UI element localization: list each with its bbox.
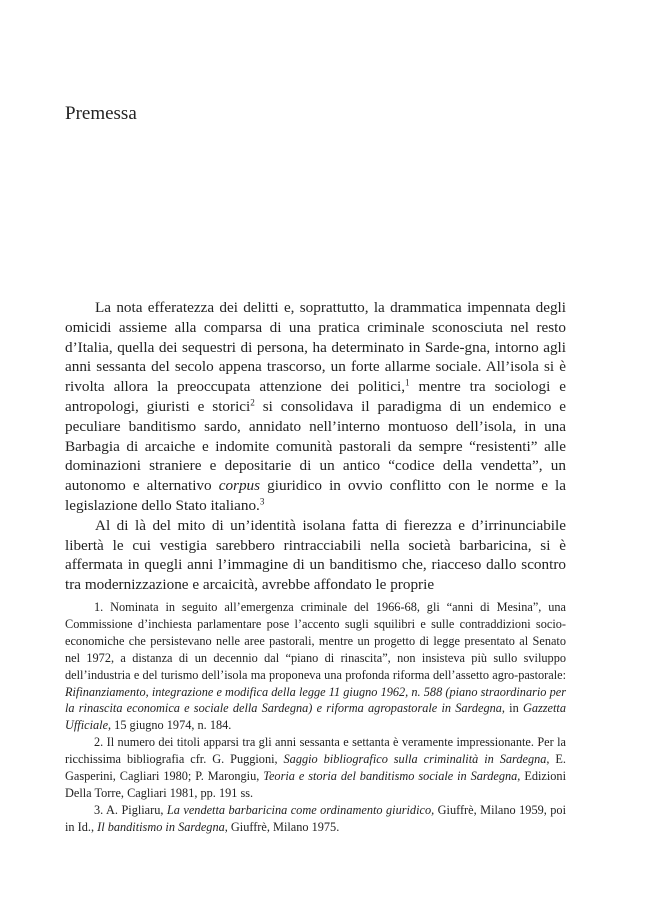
text-run: giuridico in ovvio conflitto con le norme e la legislazione dello Stato italiano.	[65, 477, 566, 514]
text-run: La nota efferatezza dei delitti e, soprattutto, la drammatica impennata degli omicidi assieme alla comparsa di una pratica criminale sconosciuta nel resto d’Italia, quella dei sequestri di persona, ha determinato in Sarde-gna, intorno agli anni sessanta del secolo appena trascorso, un forte allarme sociale. All’isola si è rivolta allora la preoccupata attenzione dei politici,	[65, 299, 566, 396]
footnotes	[65, 599, 566, 836]
italic-title: Saggio bibliografico sulla criminalità in Sardegna	[283, 752, 547, 767]
footnote-ref-3: 3	[259, 496, 265, 507]
footnote-3	[65, 802, 566, 836]
text-run: mentre tra sociologi e antropologi, giuristi e storici	[65, 378, 566, 415]
italic-title: Rifinanziamento, integrazione e modifica della legge 11 giugno 1962, n. 588 (piano straordinario per la rinascita economica e sociale della Sardegna) e riforma agropastorale in Sardegna	[65, 684, 566, 716]
italic-term: corpus	[218, 477, 261, 495]
text-run: , E. Gasperini, Cagliari 1980; P. Marongiu,	[65, 752, 567, 784]
footnote-ref-2: 2	[250, 397, 255, 408]
italic-title: Teoria e storia del banditismo sociale in Sardegna,	[263, 769, 521, 784]
italic-title: Gazzetta Ufficiale	[65, 701, 566, 733]
body-paragraph	[65, 516, 566, 595]
text-run: Al di là del mito di un’identità isolana fatta di fierezza e d’irrinunciabile libertà le cui vestigia sarebbero rintracciabili nella società barbaricina, si è affermata in quegli anni l’immagine di un banditismo che, riacceso dallo scontro tra modernizzazione e arcaicità, avrebbe affondato le proprie	[65, 516, 566, 594]
italic-title: Il banditismo in Sardegna	[97, 819, 225, 834]
body-text	[65, 298, 566, 595]
body-paragraph	[65, 298, 566, 516]
text-run: si consolidava il paradigma di un endemico e peculiare banditismo sardo, annidato nell’interno montuoso dell’isola, in una Barbagia di arcaiche e indomite comunità pastorali da sempre “resistenti” alle dominazioni straniere e depositarie di un antico “codice della vendetta”, un autonomo e alternativo	[65, 397, 566, 495]
footnote-ref-1: 1	[405, 377, 410, 388]
italic-title: La vendetta barbaricina come ordinamento giuridico,	[166, 802, 435, 817]
text-run: , 15 giugno 1974, n. 184.	[108, 718, 232, 733]
text-run: Edizioni Della Torre, Cagliari 1981, pp. 191 ss.	[65, 769, 566, 800]
text-run: 2. Il numero dei titoli apparsi tra gli anni sessanta e settanta è veramente impressionante. Per la ricchissima bibliografia cfr. G. Puggioni,	[65, 735, 566, 767]
text-run: 3. A. Pigliaru,	[94, 802, 167, 817]
footnote-2	[65, 734, 566, 802]
footnote-1	[65, 599, 566, 734]
text-run: , Giuffrè, Milano 1975.	[224, 819, 340, 834]
text-run: , in	[501, 701, 523, 716]
chapter-title: Premessa	[65, 103, 137, 124]
text-run: 1. Nominata in seguito all’emergenza criminale del 1966-68, gli “anni di Mesina”, una Commissione d’inchiesta parlamentare pose l’accento sugli squilibri e sulle contraddizioni socio-economiche che persistevano nelle aree pastorali, mentre un progetto di legge presentato al Senato nel 1972, a distanza di un decennio dal “piano di rinascita”, non insisteva più sullo sviluppo dell’industria e del turismo dell’isola ma proponeva una profonda riforma dell’assetto agro-pastorale:	[65, 600, 566, 682]
text-run: Giuffrè, Milano 1959, poi in Id.,	[65, 802, 566, 834]
